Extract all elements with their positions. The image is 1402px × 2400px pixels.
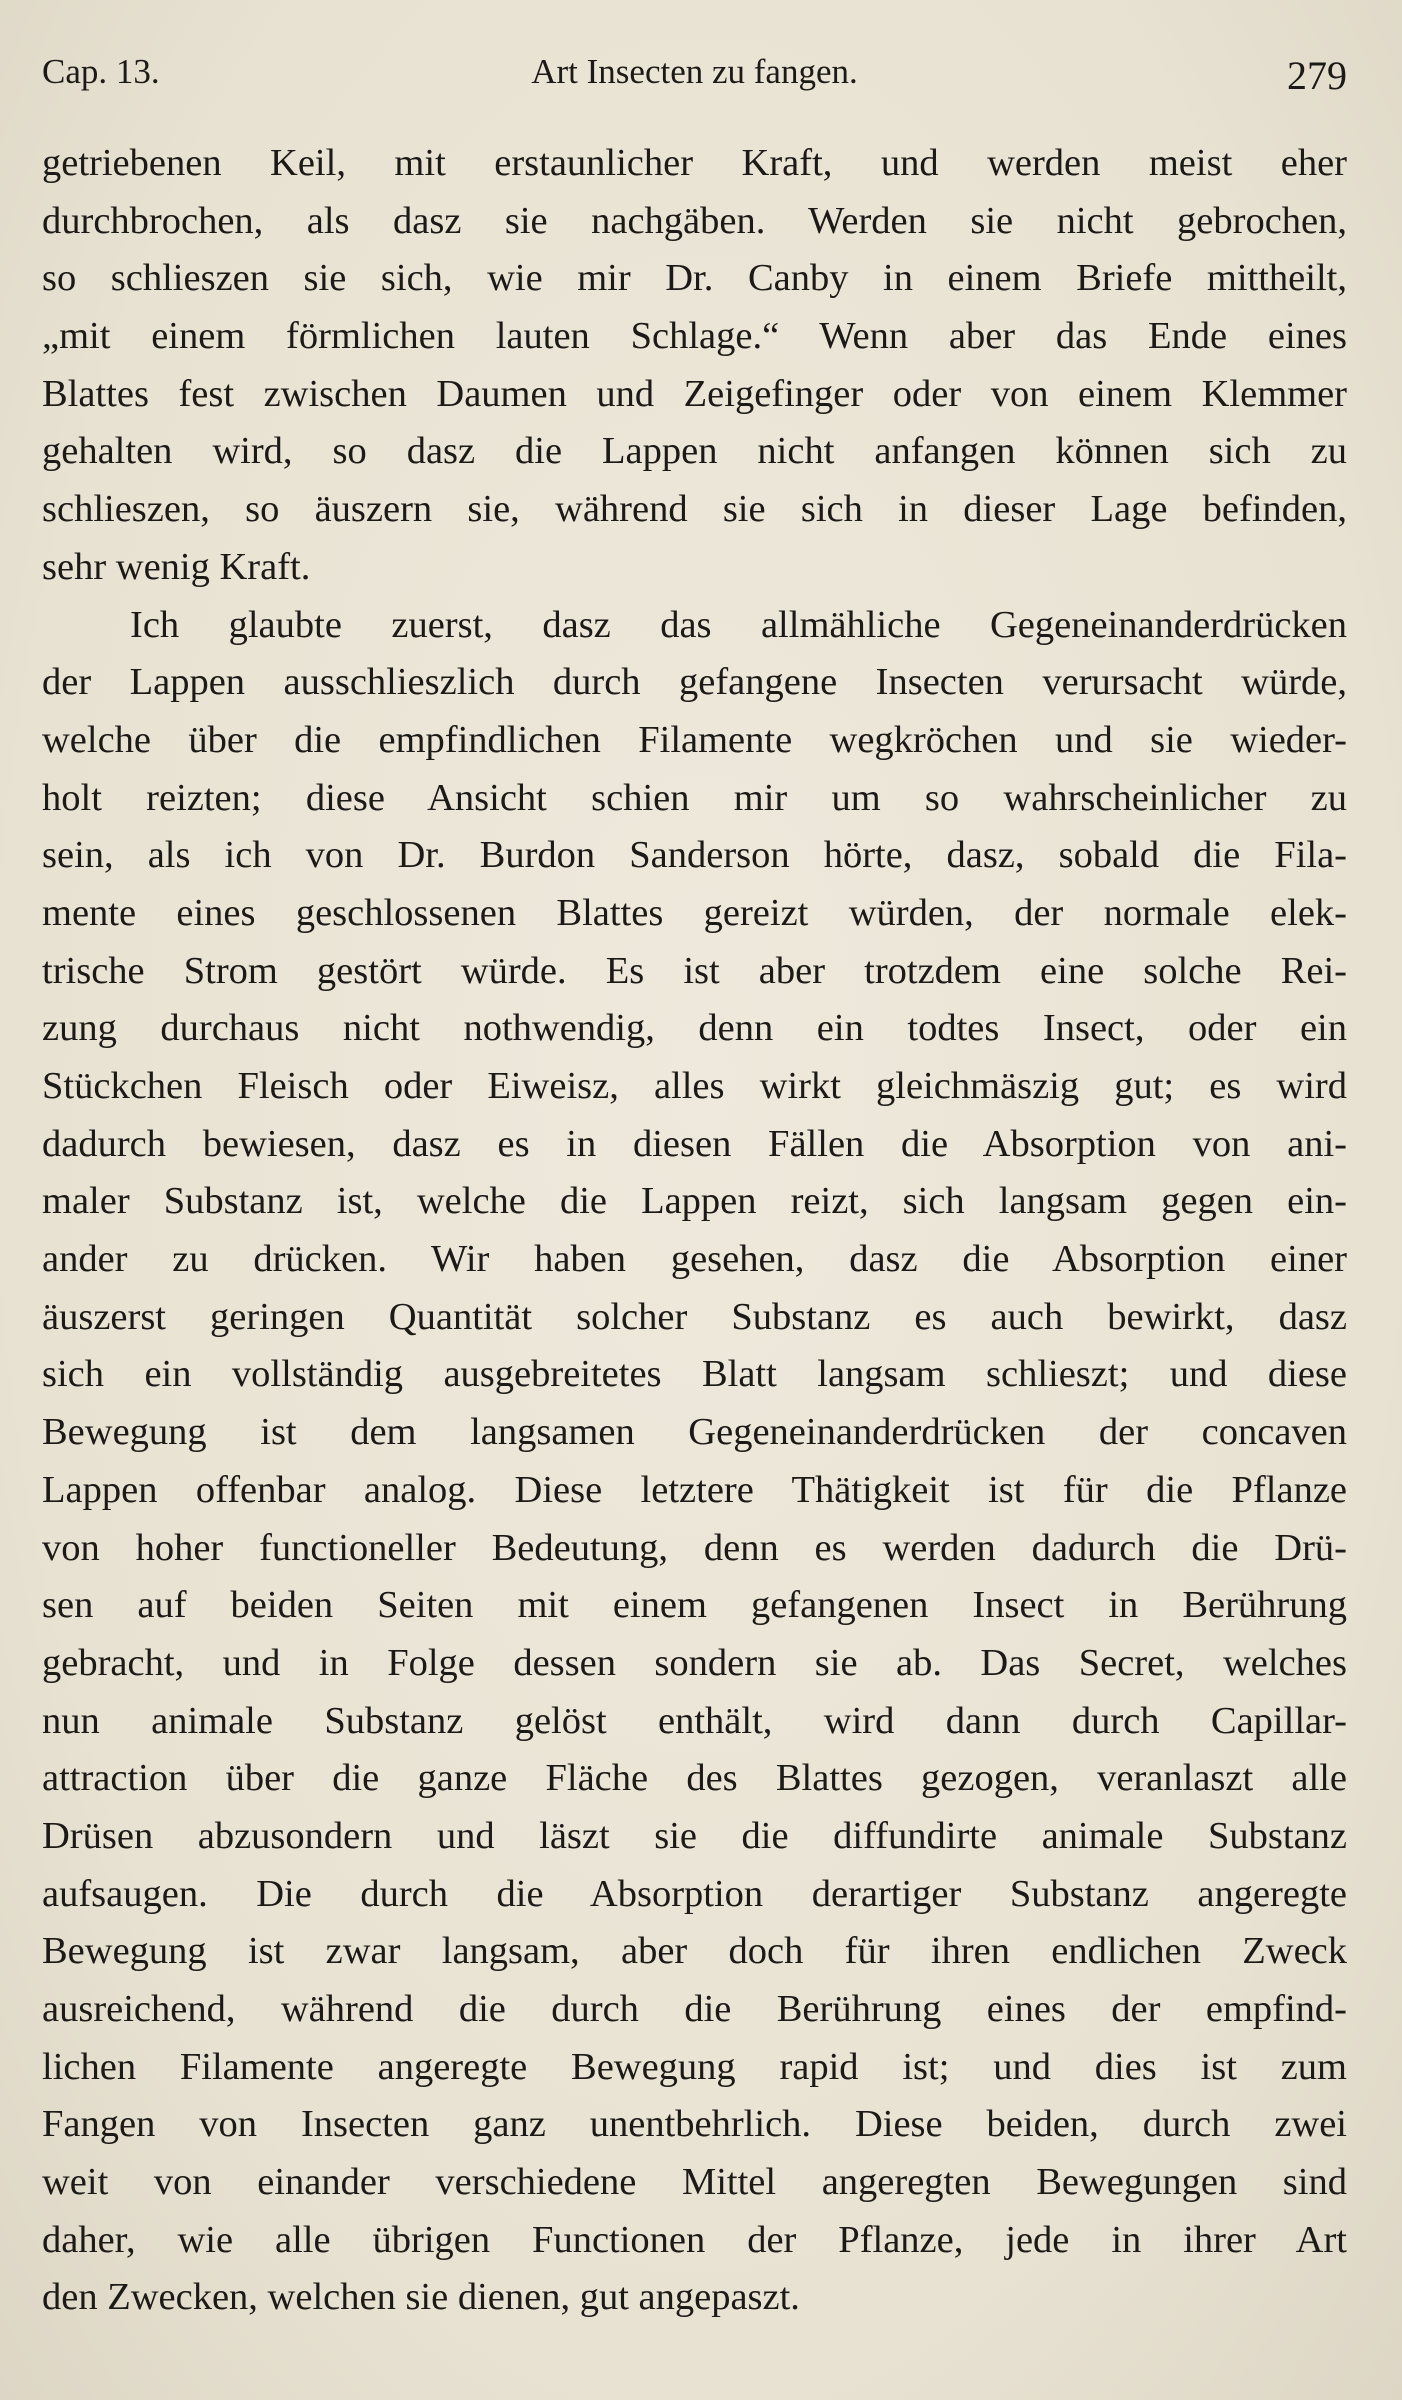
running-header <box>42 52 1347 102</box>
text-line: sein, als ich von Dr. Burdon Sanderson hörte, dasz, sobald die Fila- <box>42 834 1347 877</box>
text-line: der Lappen ausschlieszlich durch gefangene Insecten verursacht würde, <box>42 661 1347 704</box>
text-line: gehalten wird, so dasz die Lappen nicht anfangen können sich zu <box>42 430 1347 473</box>
text-line: gebracht, und in Folge dessen sondern sie ab. Das Secret, welches <box>42 1641 1347 1684</box>
text-line: Drüsen abzusondern und läszt sie die diffundirte animale Substanz <box>42 1814 1347 1857</box>
text-line: zung durchaus nicht nothwendig, denn ein todtes Insect, oder ein <box>42 1007 1347 1050</box>
text-line: welche über die empfindlichen Filamente wegkröchen und sie wieder- <box>42 718 1347 761</box>
chapter-label: Cap. 13. <box>42 52 160 91</box>
text-line: Stückchen Fleisch oder Eiweisz, alles wirkt gleichmäszig gut; es wird <box>42 1065 1347 1107</box>
text-line: Blattes fest zwischen Daumen und Zeigefinger oder von einem Klemmer <box>42 372 1347 415</box>
text-line: Bewegung ist dem langsamen Gegeneinanderdrücken der concaven <box>42 1411 1347 1454</box>
text-line: sehr wenig Kraft. <box>42 545 311 588</box>
text-line: aufsaugen. Die durch die Absorption derartiger Substanz angeregte <box>42 1872 1347 1915</box>
page-number: 279 <box>1287 53 1347 98</box>
text-line: Ich glaubte zuerst, dasz das allmähliche Gegeneinanderdrücken <box>130 603 1347 646</box>
text-line: ander zu drücken. Wir haben gesehen, dasz die Absorption einer <box>42 1238 1347 1281</box>
text-line: maler Substanz ist, welche die Lappen reizt, sich langsam gegen ein- <box>42 1180 1347 1223</box>
text-line: den Zwecken, welchen sie dienen, gut angepaszt. <box>42 2276 800 2319</box>
text-line: daher, wie alle übrigen Functionen der Pflanze, jede in ihrer Art <box>42 2218 1347 2261</box>
text-line: durchbrochen, als dasz sie nachgäben. Werden sie nicht gebrochen, <box>42 199 1347 242</box>
text-line: mente eines geschlossenen Blattes gereizt würden, der normale elek- <box>42 891 1347 934</box>
text-line: Bewegung ist zwar langsam, aber doch für ihren endlichen Zweck <box>42 1930 1347 1973</box>
text-line: lichen Filamente angeregte Bewegung rapid ist; und dies ist zum <box>42 2045 1347 2088</box>
running-title: Art Insecten zu fangen. <box>531 52 858 91</box>
text-line: Lappen offenbar analog. Diese letztere Thätigkeit ist für die Pflanze <box>42 1468 1347 1511</box>
text-line: schlieszen, so äuszern sie, während sie sich in dieser Lage befinden, <box>42 488 1347 531</box>
text-line: äuszerst geringen Quantität solcher Substanz es auch bewirkt, dasz <box>42 1295 1347 1338</box>
text-line: attraction über die ganze Fläche des Blattes gezogen, veranlaszt alle <box>42 1757 1347 1800</box>
text-line: von hoher functioneller Bedeutung, denn es werden dadurch die Drü- <box>42 1526 1347 1569</box>
text-line: so schlieszen sie sich, wie mir Dr. Canby in einem Briefe mittheilt, <box>42 257 1347 300</box>
text-line: „mit einem förmlichen lauten Schlage.“ Wenn aber das Ende eines <box>42 315 1347 358</box>
body-text <box>42 135 1347 2327</box>
text-line: dadurch bewiesen, dasz es in diesen Fällen die Absorption von ani- <box>42 1122 1347 1165</box>
text-line: sen auf beiden Seiten mit einem gefangenen Insect in Berührung <box>42 1584 1347 1627</box>
text-line: trische Strom gestört würde. Es ist aber trotzdem eine solche Rei- <box>42 949 1347 992</box>
text-line: Fangen von Insecten ganz unentbehrlich. Diese beiden, durch zwei <box>42 2103 1347 2146</box>
text-line: weit von einander verschiedene Mittel angeregten Bewegungen sind <box>42 2161 1347 2204</box>
text-line: holt reizten; diese Ansicht schien mir um so wahrscheinlicher zu <box>42 776 1347 819</box>
text-line: nun animale Substanz gelöst enthält, wird dann durch Capillar- <box>42 1699 1347 1742</box>
text-line: ausreichend, während die durch die Berührung eines der empfind- <box>42 1988 1347 2030</box>
text-line: getriebenen Keil, mit erstaunlicher Kraft, und werden meist eher <box>42 142 1347 184</box>
text-line: sich ein vollständig ausgebreitetes Blatt langsam schlieszt; und diese <box>42 1353 1347 1396</box>
